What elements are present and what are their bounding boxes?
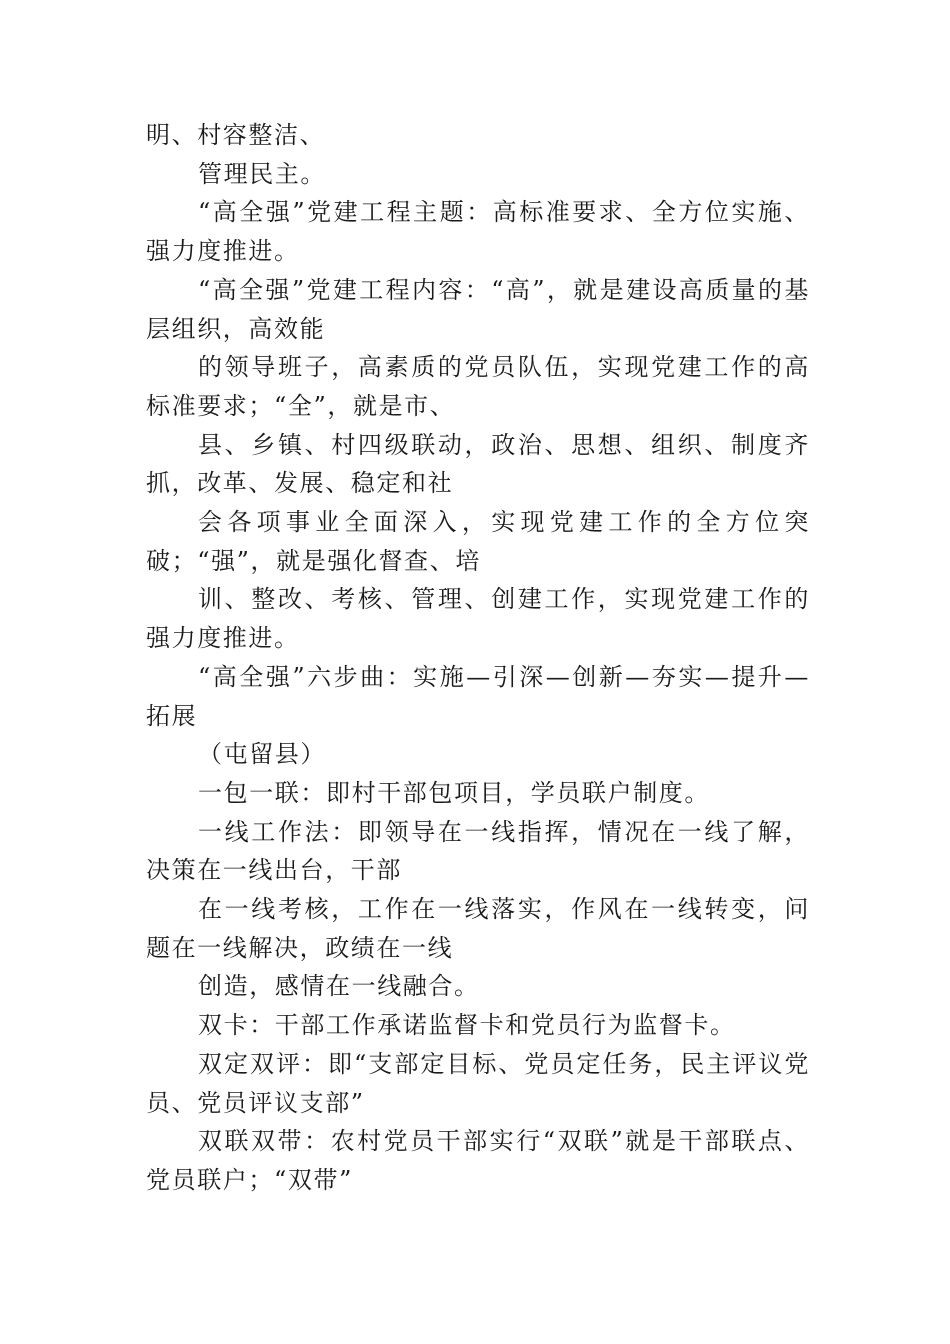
paragraph-6: 县、乡镇、村四级联动，政治、思想、组织、制度齐抓，改革、发展、稳定和社: [146, 430, 810, 498]
paragraph-2: 管理民主。: [198, 159, 326, 188]
paragraph-11: 一包一联：即村干部包项目，学员联户制度。: [198, 778, 710, 807]
paragraph-1: 明、村容整洁、: [146, 121, 326, 149]
paragraph-5: 的领导班子，高素质的党员队伍，实现党建工作的高标准要求；“全”，就是市、: [146, 353, 810, 420]
paragraph-15: 双卡：干部工作承诺监督卡和党员行为监督卡。: [198, 1011, 736, 1040]
paragraph-14: 创造，感情在一线融合。: [198, 972, 480, 1001]
paragraph-9: “高全强”六步曲：实施—引深—创新—夯实—提升—拓展: [146, 662, 810, 730]
paragraph-8: 训、整改、考核、管理、创建工作，实现党建工作的强力度推进。: [146, 585, 810, 653]
paragraph-13: 在一线考核，工作在一线落实，作风在一线转变，问题在一线解决，政绩在一线: [146, 895, 810, 962]
paragraph-4: “高全强”党建工程内容：“高”，就是建设高质量的基层组织，高效能: [146, 275, 810, 343]
document-body: [146, 116, 810, 1200]
paragraph-10: （屯留县）: [198, 740, 326, 769]
paragraph-17: 双联双带：农村党员干部实行“双联”就是干部联点、党员联户；“双带”: [146, 1127, 810, 1194]
paragraph-7: 会各项事业全面深入，实现党建工作的全方位突破；“强”，就是强化督查、培: [146, 508, 810, 575]
paragraph-12: 一线工作法：即领导在一线指挥，情况在一线了解，决策在一线出台，干部: [146, 817, 810, 885]
paragraph-16: 双定双评：即“支部定目标、党员定任务，民主评议党员、党员评议支部”: [146, 1049, 810, 1117]
paragraph-3: “高全强”党建工程主题：高标准要求、全方位实施、强力度推进。: [146, 198, 810, 266]
